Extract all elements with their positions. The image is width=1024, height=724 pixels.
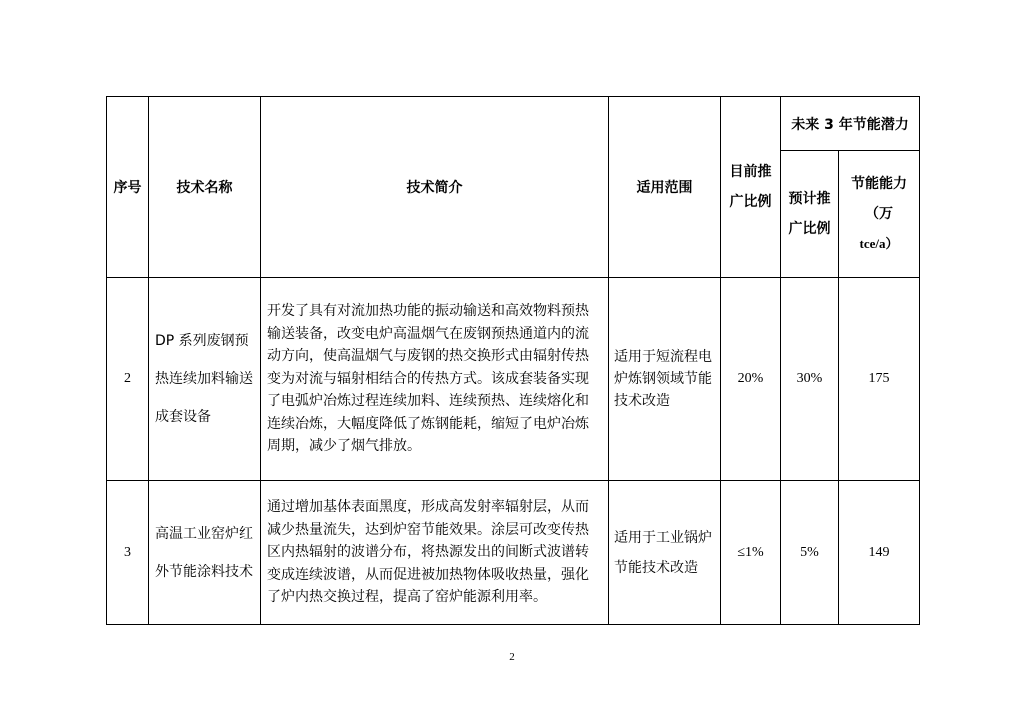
row-expected-ratio: 5% — [781, 481, 839, 625]
header-capacity-line3: tce/a） — [859, 236, 899, 251]
header-capacity — [839, 151, 920, 278]
header-name: 技术名称 — [149, 97, 261, 278]
page-number: 2 — [509, 651, 515, 663]
header-capacity-line2: （万 — [865, 206, 893, 222]
header-expected-ratio-line1: 预计推 — [788, 191, 831, 207]
table-row — [107, 278, 920, 481]
header-intro: 技术简介 — [261, 97, 609, 278]
header-capacity-line1: 节能能力 — [851, 176, 907, 192]
row-no: 2 — [107, 278, 149, 481]
header-scope: 适用范围 — [609, 97, 721, 278]
row-capacity: 175 — [839, 278, 920, 481]
header-no: 序号 — [107, 97, 149, 278]
header-expected-ratio — [781, 151, 839, 278]
header-current-ratio — [721, 97, 781, 278]
row-name: DP 系列废钢预热连续加料输送成套设备 — [149, 278, 261, 481]
row-intro: 开发了具有对流加热功能的振动输送和高效物料预热输送装备，改变电炉高温烟气在废钢预热通道内的流动方向，使高温烟气与废钢的热交换形式由辐射传热变为对流与辐射相结合的传热方式。该成套装备实现了电弧炉冶炼过程连续加料、连续预热、连续熔化和连续冶炼，大幅度降低了炼钢能耗，缩短了电炉冶炼周期，减少了烟气排放。 — [261, 278, 609, 481]
row-current-ratio: ≤1% — [721, 481, 781, 625]
row-current-ratio: 20% — [721, 278, 781, 481]
row-scope: 适用于工业锅炉节能技术改造 — [609, 481, 721, 625]
header-current-ratio-line1: 目前推 — [729, 164, 772, 180]
row-capacity: 149 — [839, 481, 920, 625]
table-row — [107, 481, 920, 625]
header-current-ratio-line2: 广比例 — [729, 194, 772, 210]
row-intro: 通过增加基体表面黑度，形成高发射率辐射层，从而减少热量流失，达到炉窑节能效果。涂层可改变传热区内热辐射的波谱分布，将热源发出的间断式波谱转变成连续波谱，从而促进被加热物体吸收热量，强化了炉内热交换过程，提高了窑炉能源利用率。 — [261, 481, 609, 625]
header-future-group: 未来 3 年节能潜力 — [781, 97, 920, 151]
row-scope: 适用于短流程电炉炼钢领域节能技术改造 — [609, 278, 721, 481]
header-expected-ratio-line2: 广比例 — [788, 221, 831, 237]
technology-table — [106, 96, 920, 625]
row-expected-ratio: 30% — [781, 278, 839, 481]
row-name: 高温工业窑炉红外节能涂料技术 — [149, 481, 261, 625]
row-no: 3 — [107, 481, 149, 625]
header-row-top — [107, 97, 920, 151]
